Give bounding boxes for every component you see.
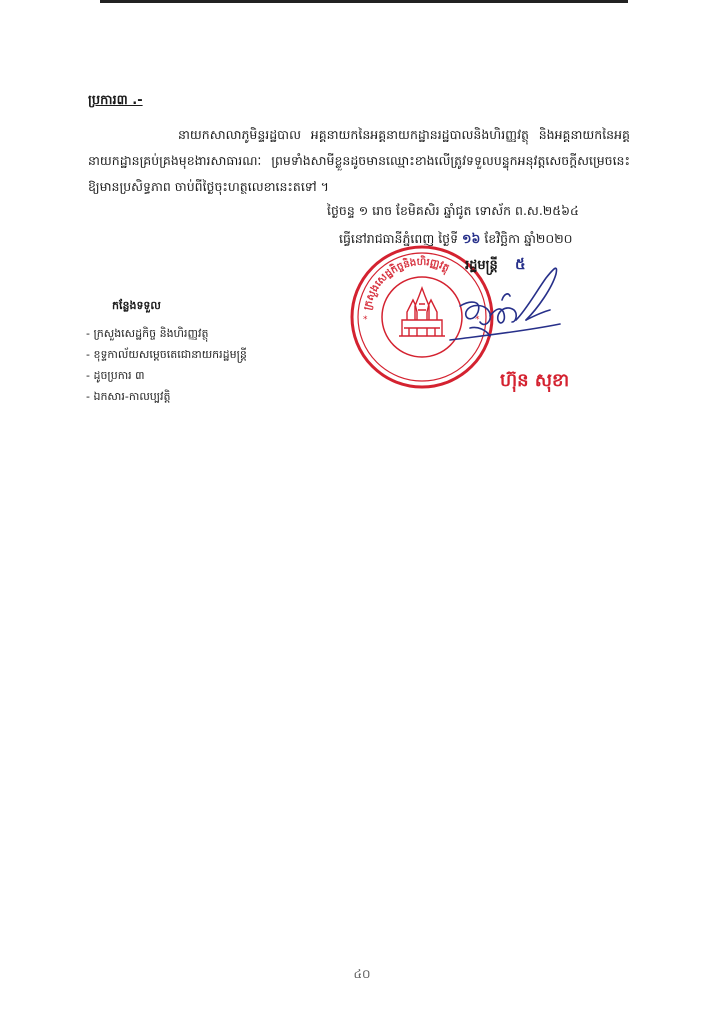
- article-title: ប្រការ៣ .-: [88, 93, 143, 108]
- recipients-title: កន្លែងទទួល: [112, 299, 161, 312]
- seal-text: ក្រសួងសេដ្ឋកិច្ចនិងហិរញ្ញវត្ថុ: [362, 256, 451, 312]
- page-number: ៤០: [353, 967, 371, 981]
- month-year: ខែវិច្ឆិកា ឆ្នាំ២០២០: [484, 231, 573, 246]
- top-border-line: [100, 0, 628, 3]
- signer-title: រដ្ឋមន្ត្រី: [465, 258, 498, 273]
- article-paragraph: នាយកសាលាភូមិន្ទរដ្ឋបាល អគ្គនាយកនៃអគ្គនាយកដ្ឋានរដ្ឋបាលនិងហិរញ្ញវត្ថុ និងអគ្គនាយកនៃអគ្គនាយកដ្ឋានគ្រប់គ្រងមុខងារសាធារណៈ ព្រមទាំងសាមីខ្លួនដូចមានឈ្មោះខាងលើត្រូវទទួលបន្ទុកអនុវត្តសេចក្តីសម្រេចនេះ ឱ្យមានប្រសិទ្ធភាព ចាប់ពីថ្ងៃចុះហត្ថលេខានេះតទៅ ។: [88, 127, 630, 194]
- recipients-list: [86, 324, 247, 408]
- signer-name: ហ៊ុន សុខា: [500, 370, 570, 391]
- list-item: - ក្រសួងសេដ្ឋកិច្ច និងហិរញ្ញវត្ថុ: [86, 327, 209, 340]
- signature-icon: [430, 250, 580, 360]
- list-item: - ដូចប្រការ ៣: [86, 369, 145, 382]
- list-item: - ឯកសារ-កាលប្បវត្តិ: [86, 390, 171, 403]
- svg-text:*: *: [363, 315, 368, 325]
- signer-mark: ៥: [515, 255, 526, 273]
- svg-text:*: *: [475, 315, 480, 325]
- lunar-date: ថ្ងៃចន្ទ ១ រោច ខែមិគសិរ ឆ្នាំជូត ទោស័ក ព.ស.២៥៦៤: [327, 203, 579, 218]
- list-item: - ខុទ្ទកាល័យសម្តេចតេជោនាយករដ្ឋមន្ត្រី: [86, 348, 247, 361]
- place-prefix: ធ្វើនៅរាជធានីភ្នំពេញ ថ្ងៃទី: [339, 231, 459, 246]
- signing-day: ១៦: [462, 231, 481, 246]
